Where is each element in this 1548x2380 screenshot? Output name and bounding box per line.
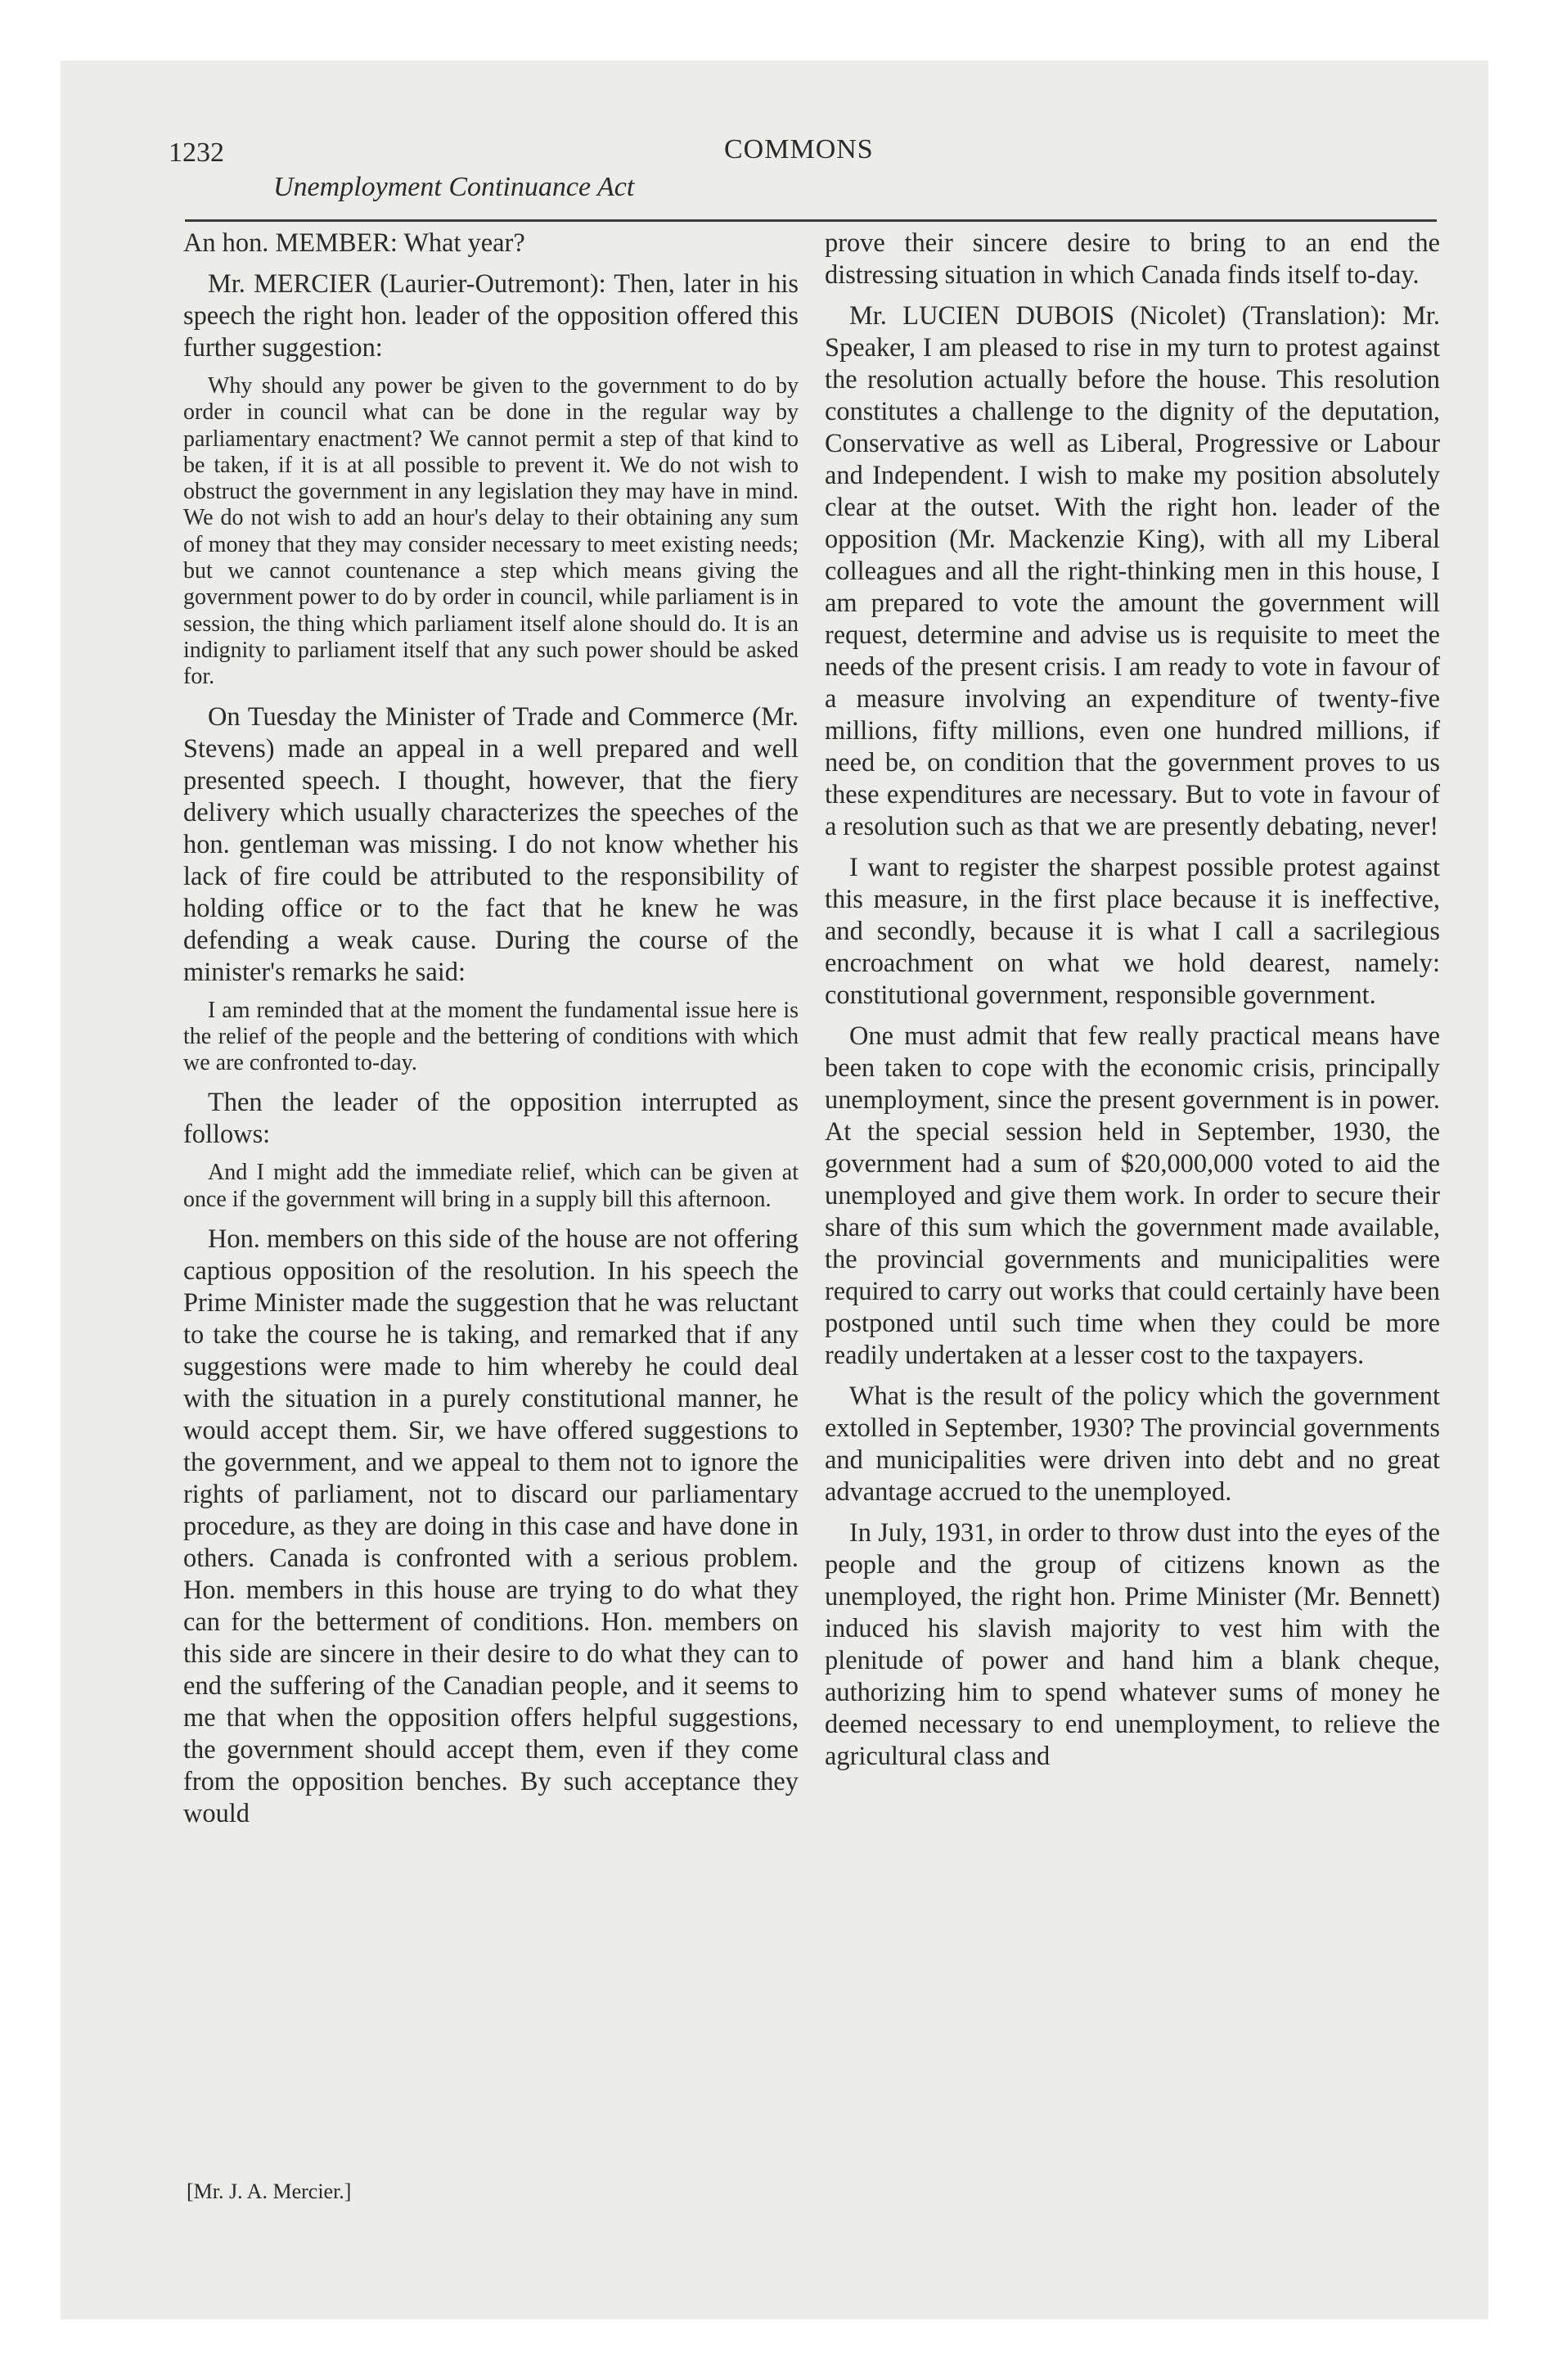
page-number: 1232 <box>169 137 224 168</box>
paragraph: Hon. members on this side of the house are not offering captious opposition of the resolution. In his speech the Prime Minister made the suggestion that he was reluctant to take the course he is taking, and remarked that if any suggestions were made to him whereby he could deal with the situation in a purely constitutional manner, he would accept them. Sir, we have offered suggestions to the government, and we appeal to them not to ignore the rights of parliament, not to discard our parliamentary procedure, as they are doing in this case and have done in others. Canada is confronted with a serious problem. Hon. members in this house are trying to do what they can for the betterment of conditions. Hon. members on this side are sincere in their desire to do what they can to end the suffering of the Canadian people, and it seems to me that when the opposition offers helpful suggestions, the government should accept them, even if they come from the opposition benches. By such acceptance they would <box>183 1224 799 1829</box>
paragraph: On Tuesday the Minister of Trade and Commerce (Mr. Stevens) made an appeal in a well prepared and well presented speech. I thought, however, that the fiery delivery which usually characterizes the speeches of the hon. gentleman was missing. I do not know whether his lack of fire could be attributed to the responsibility of holding office or to the fact that he knew he was defending a weak cause. During the course of the minister's remarks he said: <box>183 701 799 987</box>
header-rule <box>185 219 1437 222</box>
speaker-attribution: [Mr. J. A. Mercier.] <box>187 2179 352 2203</box>
block-quote: Why should any power be given to the government to do by order in council what can be done in the regular way by parliamentary enactment? We cannot permit a step of that kind to be taken, if it is at all possible to prevent it. We do not wish to obstruct the government in any legislation they may have in mind. We do not wish to add an hour's delay to their obtaining any sum of money that they may consider necessary to meet existing needs; but we cannot countenance a step which means giving the government power to do by order in council, while parliament is in session, the thing which parliament itself alone should do. It is an indignity to parliament itself that any such power should be asked for. <box>183 373 799 690</box>
paragraph: Then the leader of the opposition interrupted as follows: <box>183 1088 799 1150</box>
paragraph: In July, 1931, in order to throw dust into the eyes of the people and the group of citizens known as the unemployed, the right hon. Prime Minister (Mr. Bennett) induced his slavish majority to vest him with the plenitude of power and hand him a blank cheque, authorizing him to spend whatever sums of money he deemed necessary to end unemployment, to relieve the agricultural class and <box>825 1518 1440 1771</box>
paragraph: Mr. LUCIEN DUBOIS (Nicolet) (Translation): Mr. Speaker, I am pleased to rise in my turn to protest against the resolution actually before the house. This resolution constitutes a challenge to the dignity of the deputation, Conservative as well as Liberal, Progressive or Labour and Independent. I wish to make my position absolutely clear at the outset. With the right hon. leader of the opposition (Mr. Mackenzie King), with all my Liberal colleagues and all the right-thinking men in this house, I am prepared to vote the amount the government will request, determine and advise us is requisite to meet the needs of the present crisis. I am ready to vote in favour of a measure involving an expenditure of twenty-five millions, fifty millions, even one hundred millions, if need be, on condition that the government proves to us these expenditures are necessary. But to vote in favour of a resolution such as that we are presently debating, never! <box>825 301 1440 841</box>
act-title: Unemployment Continuance Act <box>273 172 635 202</box>
paragraph: An hon. MEMBER: What year? <box>183 228 525 258</box>
left-column <box>183 228 799 1839</box>
paragraph: I want to register the sharpest possible protest against this measure, in the first place because it is ineffective, and secondly, because it is what I call a sacrilegious encroachment on what we hold dearest, namely: constitutional government, responsible government. <box>825 853 1440 1010</box>
block-quote: And I might add the immediate relief, which can be given at once if the government will bring in a supply bill this afternoon. <box>183 1160 799 1212</box>
paragraph: One must admit that few really practical means have been taken to cope with the economic crisis, principally unemployment, since the present government is in power. At the special session held in September, 1930, the government had a sum of $20,000,000 voted to aid the unemployed and give them work. In order to secure their share of this sum which the government made available, the provincial governments and municipalities were required to carry out works that could certainly have been postponed until such time when they could be more readily undertaken at a lesser cost to the taxpayers. <box>825 1021 1440 1370</box>
paragraph: Mr. MERCIER (Laurier-Outremont): Then, later in his speech the right hon. leader of the opposition offered this further suggestion: <box>183 269 799 363</box>
paragraph: prove their sincere desire to bring to an end the distressing situation in which Canada finds itself to-day. <box>825 228 1440 290</box>
paragraph: What is the result of the policy which the government extolled in September, 1930? The provincial governments and municipalities were driven into debt and no great advantage accrued to the unemployed. <box>825 1382 1440 1507</box>
right-column <box>825 228 1440 1782</box>
running-head: COMMONS <box>724 134 874 165</box>
block-quote: I am reminded that at the moment the fundamental issue here is the relief of the people and the bettering of conditions with which we are confronted to-day. <box>183 997 799 1076</box>
